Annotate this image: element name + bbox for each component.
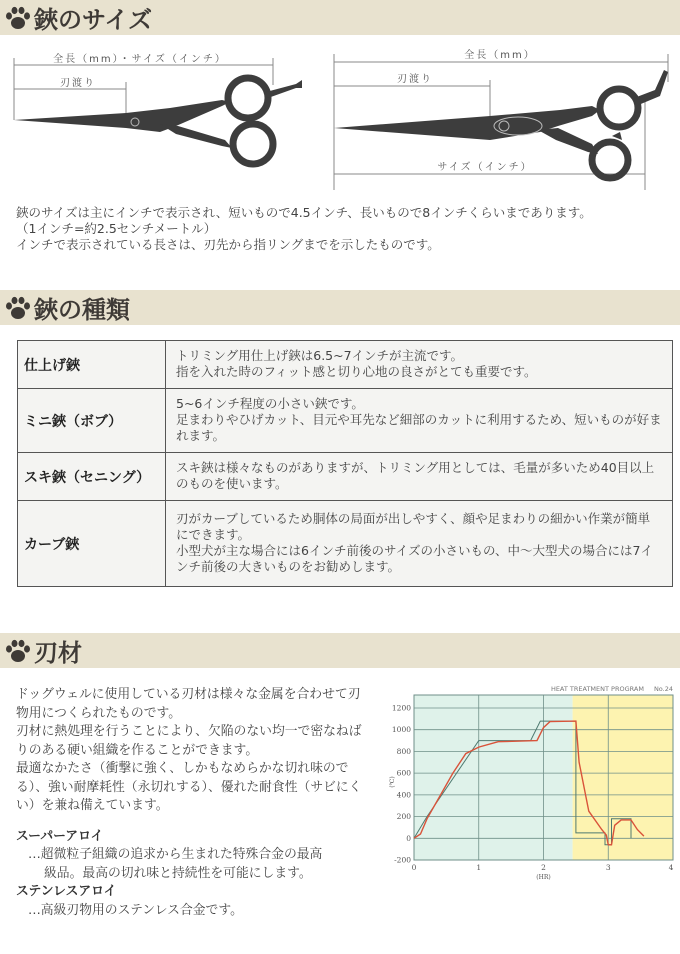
size-text-line: インチで表示されている長さは、刃先から指リングまでを示したものです。 <box>16 237 440 252</box>
size-paragraph <box>16 205 676 253</box>
section-header-material <box>0 633 680 668</box>
section-title: 鋏の種類 <box>34 296 130 324</box>
svg-text:200: 200 <box>396 812 411 822</box>
kind-description: トリミング用仕上げ鋏は6.5~7インチが主流です。 指を入れた時のフィット感と切り心地の良さがとても重要です。 <box>166 341 673 389</box>
svg-text:0: 0 <box>411 863 417 872</box>
svg-text:刃渡り: 刃渡り <box>397 74 433 85</box>
svg-text:HEAT TREATMENT PROGRAMNo.24: HEAT TREATMENT PROGRAM No.24 <box>550 685 673 693</box>
table-row <box>18 453 673 501</box>
svg-text:全長（mm）: 全長（mm） <box>464 50 536 61</box>
material-text <box>16 686 366 920</box>
kind-name: スキ鋏（セニング） <box>18 453 166 501</box>
alloy-description: …超微粒子組織の追求から生まれた特殊合金の最高 級品。最高の切れ味と持続性を可能にします。 <box>28 847 323 881</box>
svg-text:(℃): (℃) <box>389 776 396 788</box>
table-row <box>18 501 673 587</box>
alloy-name: ステンレスアロイ <box>16 884 117 899</box>
section-header-size <box>0 0 680 35</box>
scissor-size-diagram-long <box>330 40 680 195</box>
kind-description: スキ鋏は様々なものがありますが、トリミング用としては、毛量が多いため40目以上のものを使います。 <box>166 453 673 501</box>
table-row <box>18 389 673 453</box>
svg-text:1000: 1000 <box>391 725 411 735</box>
scissor-size-diagram-short <box>0 40 330 195</box>
kind-description: 刃がカーブしているため胴体の局面が出しやすく、顔や足まわりの細かい作業が簡単にできます。 小型犬が主な場合には6インチ前後のサイズの小さいもの、中～大型犬の場合には7インチ前後の大きいものをお勧めします。 <box>166 501 673 587</box>
svg-text:800: 800 <box>396 746 411 756</box>
section-header-kinds <box>0 290 680 325</box>
alloy-name: スーパーアロイ <box>16 828 104 844</box>
svg-text:1: 1 <box>476 863 482 872</box>
kind-description: 5~6インチ程度の小さい鋏です。 足まわりやひげカット、目元や耳先など細部のカットに利用するため、短いものが好まれます。 <box>166 389 673 453</box>
paw-icon <box>4 294 32 322</box>
svg-text:(HR): (HR) <box>536 874 551 881</box>
svg-text:400: 400 <box>396 790 411 800</box>
svg-text:全長（mm）・サイズ（インチ）: 全長（mm）・サイズ（インチ） <box>53 54 227 65</box>
svg-text:刃渡り: 刃渡り <box>60 78 96 89</box>
svg-text:0: 0 <box>406 833 411 843</box>
paw-icon <box>4 4 32 32</box>
kind-name: 仕上げ鋏 <box>18 341 166 389</box>
section-title: 刃材 <box>34 639 82 667</box>
section-title: 鋏のサイズ <box>34 6 153 34</box>
kind-name: ミニ鋏（ボブ） <box>18 389 166 453</box>
size-text-line: 鋏のサイズは主にインチで表示され、短いもので4.5インチ、長いもので8インチくらいまであります。 <box>16 205 592 220</box>
svg-text:2: 2 <box>541 863 546 872</box>
material-paragraph: 刃材に熱処理を行うことにより、欠陥のない均一で密なねばりのある硬い組織を作ることができます。 <box>16 724 362 758</box>
svg-text:4: 4 <box>668 863 674 872</box>
kind-name: カーブ鋏 <box>18 501 166 587</box>
paw-icon <box>4 637 32 665</box>
svg-text:600: 600 <box>396 768 411 778</box>
svg-text:サイズ（インチ）: サイズ（インチ） <box>437 162 533 173</box>
material-paragraph: 最適なかたさ（衝撃に強く、しかもなめらかな切れ味のでる）、強い耐摩耗性（永切れする）、優れた耐食性（サビにくい）を兼ね備えています。 <box>16 761 362 813</box>
svg-text:-200: -200 <box>394 855 411 865</box>
svg-text:1200: 1200 <box>391 703 411 713</box>
table-row <box>18 341 673 389</box>
material-paragraph: ドッグウェルに使用している刃材は様々な金属を合わせて刃物用につくられたものです。 <box>16 687 361 721</box>
heat-treatment-chart <box>385 680 680 890</box>
scissor-kinds-table <box>17 340 673 587</box>
alloy-description: …高級刃物用のステンレス合金です。 <box>28 902 243 918</box>
svg-text:3: 3 <box>605 863 611 872</box>
size-text-line: （1インチ=約2.5センチメートル） <box>16 221 217 236</box>
